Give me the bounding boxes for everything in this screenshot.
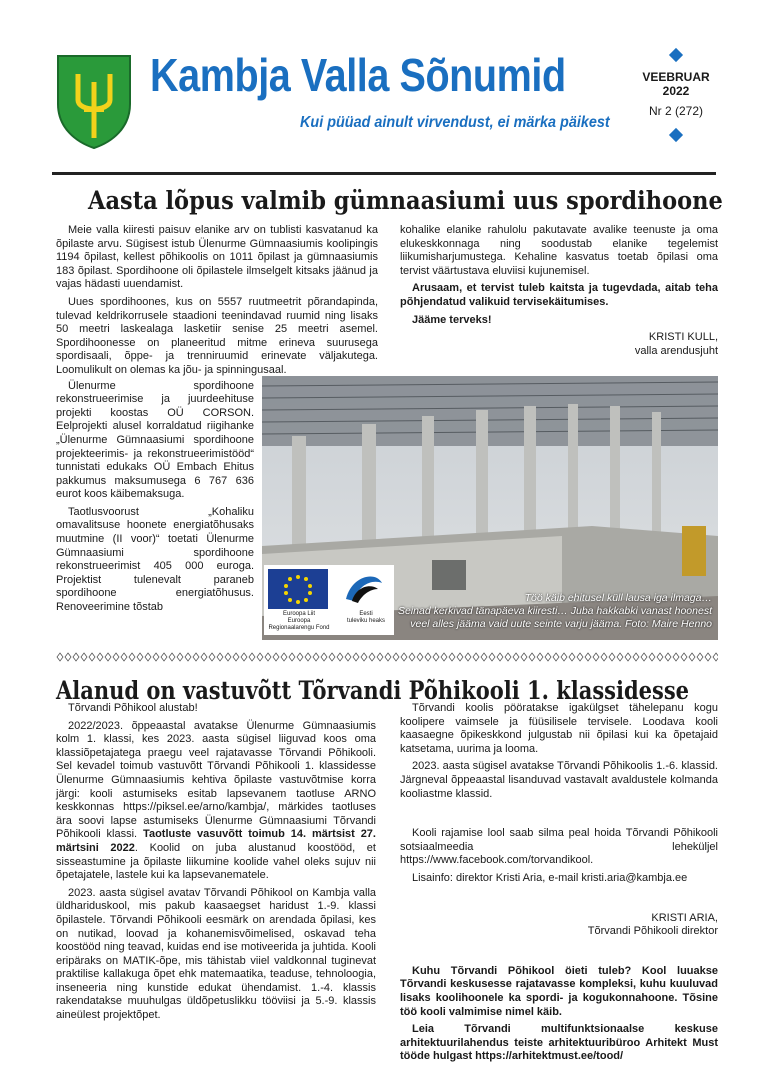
issue-info: [636, 50, 716, 140]
article2-text: . Koolid on juba alustanud koostööd, et sisseastumine ja õpilaste liikumine koolide vahel oleks sujuv nii õpetajatele, lastele kui ka lapsevanematele.: [56, 841, 376, 882]
article2-author-role: Tõrvandi Põhikooli direktor: [587, 925, 718, 938]
funding-logos: [264, 565, 394, 635]
article2-paragraph: Tõrvandi koolis pööratakse igakülgset tähelepanu kogu koolipere vaimsele ja füüsilisele tervisele. Loodava kooli kaasaegne õpikeskkond julgustab nii õpilasi kui ka õpetajaid katsetama, uurima ja looma.: [400, 702, 718, 755]
eu-flag-icon: [268, 569, 328, 609]
masthead-title: Kambja Valla Sõnumid: [150, 49, 566, 101]
article2-paragraph: 2023. aasta sügisel avatakse Tõrvandi Põhikoolis 1.-6. klassid. Järgneval õppeaastal lisanduvad vastavalt avaldustele kolmanda kooliastme klassid.: [400, 760, 718, 800]
article1-column-right: [400, 224, 718, 358]
photo-caption: [382, 592, 712, 631]
issue-number: Nr 2 (272): [648, 104, 704, 118]
article1-author-role: valla arendusjuht: [634, 344, 718, 357]
article2-dates-bold: Taotluste vasuvõtt toimub 14. märtsist 27. märtsini 2022: [56, 828, 376, 854]
eesti-logo-icon: [342, 569, 386, 609]
article2-column-left: [56, 702, 376, 1027]
article2-column-right: [400, 702, 718, 1068]
issue-year: 2022: [662, 84, 690, 98]
article1-paragraph: Ülenurme spordihoone rekonstrueerimise ja juurdeehituse projekti koostas OÜ CORSON. Eelprojekti alusel korraldatud riigihanke „Ülenurme Gümnaasiumi spordihoone projekteerimis- ja rekonstrueerimistööd“ tunnistati edukaks OÜ Embach Ehitus pakkumus maksumusega 6 767 636 eurot koos käibemaksuga.: [56, 379, 254, 501]
article1-paragraph: kohalike elanike rahulolu pakutavate avalike teenuste ja oma elukeskkonnaga ning soodustab elanike tegelemist liikumisharjumustega. Kehaline kasvatus toetab õpilasi oma tervist väärtustava eluviisi kujunemisel.: [400, 224, 718, 277]
article1-headline: Aasta lõpus valmib gümnaasiumi uus spordihoone: [88, 186, 723, 215]
kambja-crest-logo: [54, 52, 134, 150]
photo-caption-line: Töö käib ehitusel küll lausa iga ilmaga…: [524, 592, 712, 604]
article2-text: 2022/2023. õppeaastal avatakse Ülenurme Gümnaasiumis kolm 1. klassi, kes 2023. aasta sügisel liiguvad koos oma klassiõpetajatega praegu veel rajatavasse Tõrvandi Põhikooli. Sel kevadel toimub vastuvõtt Tõrvandi Põhikooli 1. klassidesse Ülenurme Gümnaasiumis kehtiva õpilaste vastuvõtmise korra järgi: kooli astumiseks esitab lapsevanem taotluse ARNO keskkonnas https://piksel.ee/arno/kambja/, märkides taotluses ära soovi lapse astumiseks Ülenurme Gümnaasiumi Tõrvandi Põhikooli klassi.: [56, 719, 376, 841]
eu-label: Regionaalarengu Fond: [268, 625, 330, 631]
article2-paragraph: Kooli rajamise lool saab silma peal hoida Tõrvandi Põhikooli sotsiaalmeedia leheküljel https://www.facebook.com/torvandikool.: [400, 827, 718, 867]
diamond-icon: [669, 128, 683, 142]
article2-contact: Lisainfo: direktor Kristi Aria, e-mail kristi.aria@kambja.ee: [412, 871, 688, 884]
masthead-subtitle: Kui püüad ainult virvendust, ei märka päikest: [300, 114, 610, 131]
article1-paragraph: Meie valla kiiresti paisuv elanike arv on tublisti kasvatanud ka õpilaste arvu. Sügisest istub Ülenurme Gümnaasiumis koolipingis 1194 õpilast, kellest põhikoolis on 1011 õpilast ja gümnaasiumis 183 õpilast. Spordihoone oli õpilastele ilmselgelt kitsaks jäänud ja vajas hädasti uuendamist.: [56, 224, 378, 291]
issue-month: VEEBRUAR: [642, 70, 710, 84]
article2-author: KRISTI ARIA,: [651, 911, 718, 924]
photo-caption-line: Seinad kerkivad tänapäeva kiiresti… Juba hakkabki vanast hoonest: [397, 605, 712, 617]
photo-caption-line: veel alles jääma vaid uute seinte varju jääma. Foto: Maire Henno: [410, 618, 712, 630]
article2-paragraph: Tõrvandi Põhikool alustab!: [68, 702, 198, 714]
eu-label: Euroopa Liit: [282, 611, 316, 617]
eu-label: Euroopa: [287, 618, 311, 624]
masthead-rule: [52, 172, 716, 175]
article1-bold-paragraph: [400, 282, 718, 309]
diamond-icon: [669, 48, 683, 62]
article2-paragraph: 2023. aasta sügisel avatav Tõrvandi Põhikool on Kambja valla üldhariduskool, mis pakub kaasaegset haridust 1.-9. klassi õpilastele. Tõrvandi Põhikooli eesmärk on arendada õpilasi, kes on nutikad, loovad ja kohanemisvõimelised, oskavad teha koostööd ning teavad, kuidas end ise motiveerida ja juhtida. Kooli eripäraks on MATIK-õpe, mis tähistab viiel valdkonnal tuginevat praktilise kallakuga õpet ehk matemaatika, teaduse, tehnoloogia, inseneeria ning kunstide edukat ühendamist. 1.-4. klassis rakendatakse muuhulgas üldõpetuslikku tööviisi ja 5.-9. klassis aineülest projektõpet.: [56, 886, 376, 1022]
article1-paragraph: Taotlusvoorust „Kohaliku omavalitsuse hoonete energiatõhusaks muutmine (II voor)“ toetati Ülenurme Gümnaasiumi spordihoone rekonstrueerimist 405 000 euroga. Projektist tulenevalt paraneb spordihoone energiatõhusus. Renoveerimine tõstab: [56, 505, 254, 614]
article2-headline: Alanud on vastuvõtt Tõrvandi Põhikooli 1. klassidesse: [56, 676, 690, 705]
eesti-label: Eesti: [359, 611, 373, 617]
article1-bold-closing: [400, 314, 718, 328]
article1-author: KRISTI KULL,: [648, 331, 718, 344]
section-divider: [56, 652, 718, 662]
article2-bold-paragraph: Kuhu Tõrvandi Põhikool öieti tuleb? Kool luuakse Tõrvandi keskusesse rajatavasse kompleksi, kuhu kuuluvad lisaks koolihoonele ka spordi- ja kogukonnahoone. Tõsine töö kooli valmimise nimel käib.: [400, 964, 718, 1018]
article1-paragraph: Uues spordihoones, kus on 5557 ruutmeetrit põrandapinda, tulevad keldrikorrusele staadioni teenindavad ruumid ning lisaks 50 meetri laskealaga lasketiir senise 25 meetri asemel. Spordihoonesse on planeeritud mitme erineva suurusega spordisaali, õppe- ja trenniruumid erinevate väljakutega. Loomulikult on olemas ka jõu- ja spinningusaal.: [56, 295, 378, 376]
eesti-label: tuleviku heaks: [346, 618, 386, 624]
article2-paragraph: [56, 720, 376, 883]
article2-bold-paragraph: Leia Tõrvandi multifunktsionaalse keskuse arhitektuurilahendus teiste arhitektuuribüroo Arhitekt Must tööde hulgast https://arhitektmust.ee/tood/: [400, 1023, 718, 1063]
article1-bold-text: Arusaam, et tervist tuleb kaitsta ja tugevdada, aitab teha põhjendatud valikuid tervisekäitumises.: [400, 282, 718, 308]
article1-closing-text: Jääme terveks!: [412, 313, 492, 326]
